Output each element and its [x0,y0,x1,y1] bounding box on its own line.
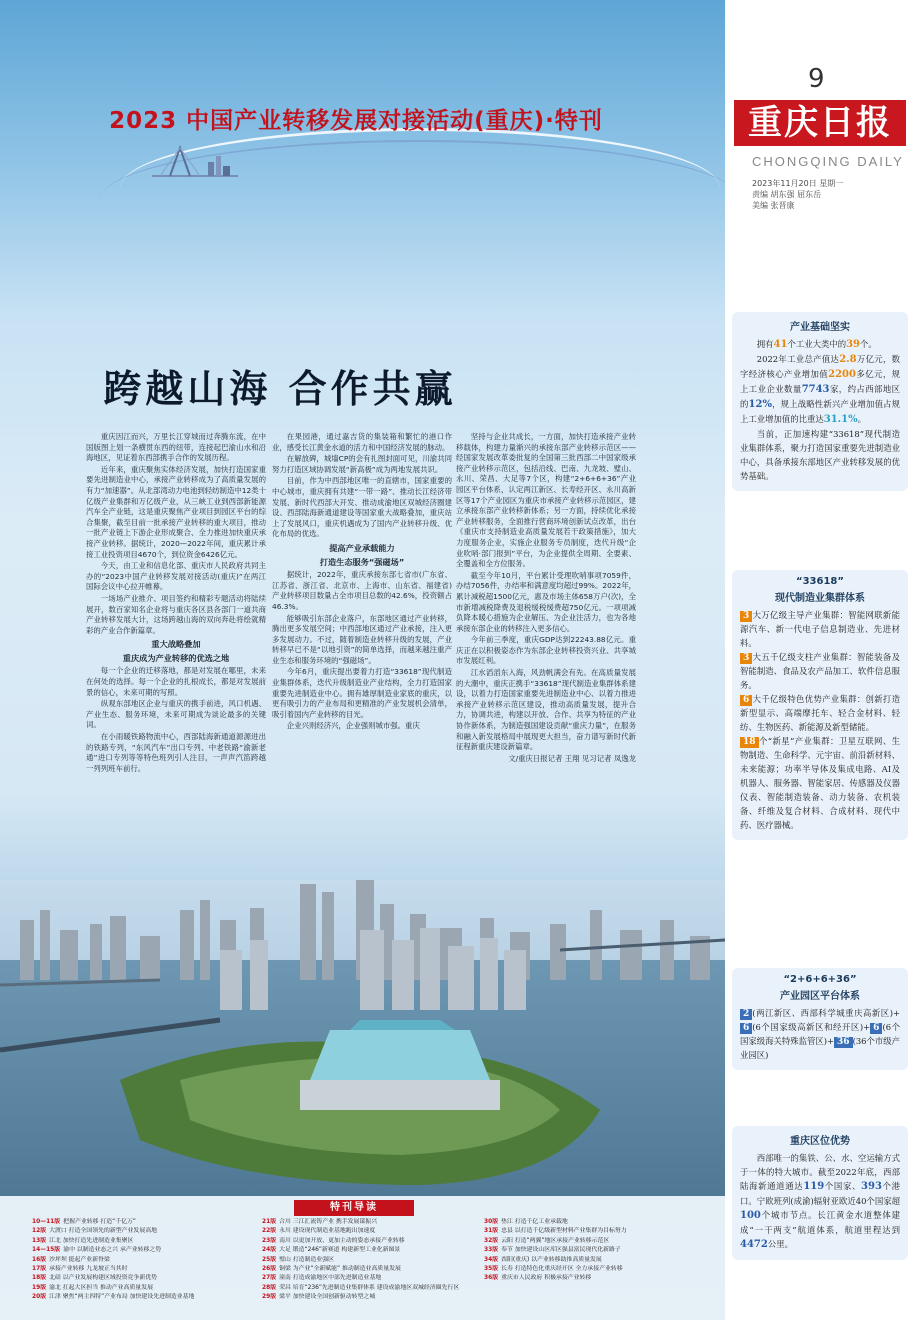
guide-item[interactable]: 27版 潼南 打造成渝地区中部先进制造业基地 [262,1275,382,1282]
sidebar-text: 拥有41个工业大类中的39个。 2022年工业总产值达2.8万亿元，数字经济核心产业增加值2200多亿元，规上工业企业数量7743家，约占西部地区的12%，规上战略性新兴产业增加值占规上工业增加值的比重达31.1%。 当前，正加速构建“33618”现代制造业集群体系，聚力打造国家重要先进制造业中心，具备承接东部地区产业转移发展的优势基础。 [740,339,901,481]
guide-item[interactable]: 30版 垫江 打造千亿工业承载地 [484,1219,568,1225]
article-paragraph: 今天，由工业和信息化部、重庆市人民政府共同主办的“2023中国产业转移发展对接活动(重庆)”在两江国际会议中心拉开帷幕。 [86,561,266,592]
guide-item[interactable]: 31版 忠县 以打造千亿级新型材料产业集群为目标努力 [484,1228,627,1235]
article-paragraph: 坚持与企业共成长，一方面，加快打造承接产业转移载体，构建力量渐兴的承接东部产业转移示范区——经国家发展改革委批复的全国第三批西部二中国家级承接产业转移示范区，包括沿线、巴南、九龙坡、璧山、永川、荣昌、大足等7个区，构建“2+6+6+36”产业园区平台体系，认定两江新区、长寿经开区、永川高新区等17个产业园区为重庆市承接产业转移示范园区，建立承接东部产业转移新体系；另一方面，持续优化承接产业转移服务，全面推行营商环境创新试点改革，出台《重庆市支持制造业高质量发展若干政策措施》，加大力度服务企业，实施企业服务专员制度，迭代升级“企业吹哨·部门报到”平台，为企业提供全周期、全要素、全覆盖和全方位服务。 [456,432,636,569]
sidebar-title: 重庆区位优势 [790,1136,850,1147]
article-subhead: 重庆成为产业转移的优选之地 [122,652,230,663]
article-paragraph: 纵观东部地区企业与重庆的携手前进，风口机遇、产业生态、服务环境，未来可期成为谈论最多的关键词。 [86,699,266,730]
issue-date: 2023年11月20日 星期一 [752,179,844,188]
guide-item[interactable]: 29版 梁平 加快建设全国创新驱动转型之城 [262,1294,376,1301]
city-panorama-image [0,880,725,1200]
article-paragraph: 一场场产业推介、项目签约和精彩专题活动将陆续展开，数百家知名企业将与重庆各区县各部门一道共商产业转移发展大计，这场跨越山海的双向奔赴将绘就精彩的产业合作新篇章。 [86,593,266,635]
guide-item[interactable]: 17版 承接产业转移 九龙坡正当其时 [32,1266,128,1273]
article-paragraph: 在果园港，通过嘉吉货的集装箱和繁忙的港口作业，感受长江黄金水道的活力和中国经济发展的脉动。 [272,432,452,452]
sidebar-subtitle: 产业园区平台体系 [780,991,860,1002]
guide-item[interactable]: 28版 荣昌 培育“236”先进制造业集群体系 建设成渝地区双城经济圈先行区 [262,1284,460,1291]
article-paragraph: 江水滔滔东入海，风劲帆满会有先。在高质量发展的大潮中，重庆正携手“33618”现代制造业集群体系建设，以着力打造国家重要先进制造业中心、以着力推进承接产业转移示范区建设，推动高质量发展，提升合力，协调共进，构建以开放、合作、共享为特征的产业协作新体系，为制造强国建设贡献“重庆力量”，在服务和融入新发展格局中展现更大担当，奋力谱写新时代新征程新重庆建设新篇章。 [456,668,636,752]
page-number: 9 [808,64,825,94]
guide-item[interactable]: 35版 长寿 打造特色化重庆经开区 全力承接产业转移 [484,1266,623,1273]
sidebar-text: 2 (两江新区、西部科学城重庆高新区)+6 (6个国家级高新区和经开区)+ 6 (6个国家级海关特殊监管区)+ 36 (36个市级产业园区) [740,1008,901,1060]
hero-title: 跨越山海 合作共赢 [103,366,457,411]
sidebar-subtitle: 现代制造业集群体系 [775,593,865,604]
sidebar-industry-base [732,312,908,491]
sidebar-33618 [732,570,908,840]
special-issue-guide [0,1196,725,1320]
article-paragraph: 今年前三季度，重庆GDP达到22243.88亿元。重庆正在以积极姿态作为东部企业转移投资兴业、共享城市发展红利。 [456,635,636,666]
special-issue-banner: 2023 中国产业转移发展对接活动(重庆)·特刊 [109,108,603,134]
issue-editors: 责编 胡东强 屈东岳 [752,190,822,199]
article-paragraph: 企业兴则经济兴，企业强则城市强。重庆 [286,721,420,731]
guide-item[interactable]: 21版 合川 三江汇流铸产业 携手发展谋振兴 [262,1219,378,1225]
article-paragraph: 目前，作为中西部地区唯一的直辖市，国家重要的中心城市，重庆拥有共建“一带一路”、推动长江经济带发展、新时代西部大开发、推动成渝地区双城经济圈建设、西部陆海新通道建设等国家重大战略叠加，重庆站上了发展风口，重庆机遇成为了国内产业转移升级、优化布局的优选。 [272,476,452,539]
guide-item[interactable]: 32版 云阳 打造“两翼”地区承接产业转移示范区 [484,1237,610,1244]
guide-item[interactable]: 24版 大足 锻造“246”新赛道 构建新型工业化新图景 [262,1247,401,1254]
guide-item[interactable]: 12版 大渡口 打造全国领先的新型产业发展高地 [32,1228,157,1235]
article-paragraph: 近年来，重庆聚焦实体经济发展，加快打造国家重要先进制造业中心，承接产业转移成为了高质量发展的有力“加速器”。从北部湾动力电池到轻纺制造中12类十亿级产业集群和万亿级产业，从三峡工业到西部新能源汽车全产业链，这是重庆聚焦产业项目到园区平台的综合集聚，截至目前一批承接产业转移的重大项目，推动一批产业链上下游企业形成聚合、全力推进加快重庆承接产业转移。据统计，2020—2022年间，重庆累计承接工业投资项目4670个，到位资金6426亿元。 [86,464,266,559]
guide-item[interactable]: 22版 永川 建设现代制造业基地跑出加速度 [262,1228,376,1235]
guide-item[interactable]: 19版 渝北 扛起大区担当 推动产业高质量发展 [32,1284,153,1291]
article-paragraph: 每一个企业的迁移落地，都是对发展在哪里，未来在何处的选择。每一个企业的扎根成长，都是对发展前景的信心，未来可期的写照。 [86,666,266,697]
guide-item[interactable]: 14—15版 渝中 以制造业态之兴 承产业转移之势 [32,1247,162,1254]
guide-item[interactable]: 23版 南川 以更加开放、更加主动的姿态承接产业转移 [262,1237,405,1244]
article-paragraph: 截至今年10月，平台累计受理吹哨事项7059件，办结7056件，办结率和满意度均超过99%。2022年，累计减税超1500亿元，惠及市场主体658万户(次)，全市新增减税降费及退税缓税缓费超750亿元。一项项减负降本暖心措施为企业解压、为企业注活力，也为各地承接东部企业的转移注入更多信心。 [456,570,636,633]
guide-item[interactable]: 34版 酉阳(重庆) 以产业转移助推高质量发展 [484,1256,602,1263]
sidebar-box [732,968,908,1070]
guide-column-3 [484,1218,714,1284]
sidebar-box [732,312,908,491]
sidebar-box [732,1126,908,1260]
article-subhead: 提高产业承载能力 [329,542,395,553]
article-column-3 [456,432,636,765]
article-paragraph: 据统计，2022年，重庆承接东部七省市(广东省、江苏省、浙江省、北京市、上海市、山东省、福建省)产业转移项目数量占全市项目总数的42.6%，投资额占46.3%。 [272,570,452,611]
sidebar-title: “33618” [796,576,844,587]
sidebar-title: 产业基础坚实 [790,322,850,333]
guide-item[interactable]: 20版 江津 聚焦“两主四特”产业布局 加快建设先进制造业基地 [32,1294,195,1301]
sidebar-park-platform [732,968,908,1070]
guide-column-2 [262,1218,492,1303]
guide-item[interactable]: 26版 铜梁 为产业“全新赋能” 推动制造业高质量发展 [262,1266,401,1273]
article-paragraph: 重庆因江而兴，万里长江穿城而过奔腾东流，在中国版图上划一条横贯东西的纽带，连接起巴渝山水和沿海地区，见证着东西部携手合作的发展历程。 [86,432,266,463]
article-subhead: 打造生态服务“强磁场” [319,556,405,567]
newspaper-masthead-en: CHONGQING DAILY [752,154,904,169]
guide-item[interactable]: 25版 璧山 打造制造业强区 [262,1256,334,1263]
guide-item[interactable]: 10—11版 把握产业转移 打造“千亿万” [32,1219,136,1225]
sidebar-title: “2+6+6+36” [783,974,857,985]
article-column-2 [272,432,452,733]
article-column-1 [86,432,266,775]
guide-item[interactable]: 18版 北碚 以产业发展构建区域投资竞争新优势 [32,1275,157,1282]
article-paragraph: 在小雨暖铁路物流中心，西部陆海新通道源源进出的铁路专列，“东风汽车”出口专列、中老铁路“渝新老通”进口专列等等特色班列引人注目，一声声汽笛跨越一列列班车前行。 [86,732,266,773]
article-byline: 文/重庆日报记者 王翔 见习记者 凤逸龙 [508,753,636,763]
article-paragraph: 今年6月，重庆提出要着力打造“33618”现代制造业集群体系，迭代升级制造业产业结构，全力打造国家重要先进制造业中心。拥有雄厚制造业家底的重庆，以更有吸引力的产业布局和更精准的产业发展机会清单，吸引着国内产业转移的目光。 [272,667,452,719]
guide-title: 特刊导读 [294,1200,414,1216]
article-paragraph: 在解放碑，城墙CP的会有扎图封面可见，川渝共同努力打造区域协调发展“新高极”成为两地发展共识。 [272,454,452,474]
bridge-illustration-icon [150,142,240,182]
article-paragraph: 能够吸引东部企业落户，东部地区通过产业转移，腾出更多发展空间；中西部地区通过产业承接，注入更多发展动力。不过，随着制造业转移升级的发展，产业转移早已不是“以地引资”的简单选择，而越来越注重产业生态和服务环境的“强磁场”。 [272,613,452,665]
sidebar-box [732,570,908,840]
guide-item[interactable]: 33版 奉节 加快建设山区库区强县富民现代化新路子 [484,1247,621,1254]
article-subhead: 重大战略叠加 [151,639,201,650]
issue-info [752,178,843,211]
sidebar-text: 3 大万亿级主导产业集群：智能网联新能源汽车、新一代电子信息制造业、先进材料。 3 大五千亿级支柱产业集群：智能装备及智能制造、食品及农产品加工、软件信息服务。 6 大千亿级特色优势产业集群：创新打造新型显示、高端摩托车、轻合金材料、轻纺、生物医药、新能源及新型储能。 18 个“新星”产业集群：卫星互联网、生物制造、生命科学、元宇宙、前沿新材料、未来能源；功率半导体及集成电路、AI及机器人、服务器、智能家居、传感器及仪器仪表、智能制造装备、动力装备、农机装备、纤维及复合材料、合成材料、现代中药、医疗器械。 [740,610,900,830]
guide-item[interactable]: 36版 重庆市人民政府 积极承接产业转移 [484,1275,592,1282]
guide-item[interactable]: 13版 江北 加快打造先进制造业集聚区 [32,1237,134,1244]
guide-item[interactable]: 16版 沙坪坝 挺起产业新脊梁 [32,1256,110,1263]
sidebar-location [732,1126,908,1260]
issue-designer: 美编 张晋康 [752,201,795,210]
newspaper-masthead: 重庆日报 [734,100,906,146]
guide-column-1 [32,1218,262,1303]
sidebar-text: 西部唯一的集铁、公、水、空运输方式于一体的特大城市。截至2022年底，西部陆海新通道通达119个国家、393个港口。宁欧班列(成渝)辐射亚欧近40个国家超100个城市节点。长江黄金水道整体建成“一干两支”航道体系，航道里程达到4472公里。 [740,1153,901,1250]
